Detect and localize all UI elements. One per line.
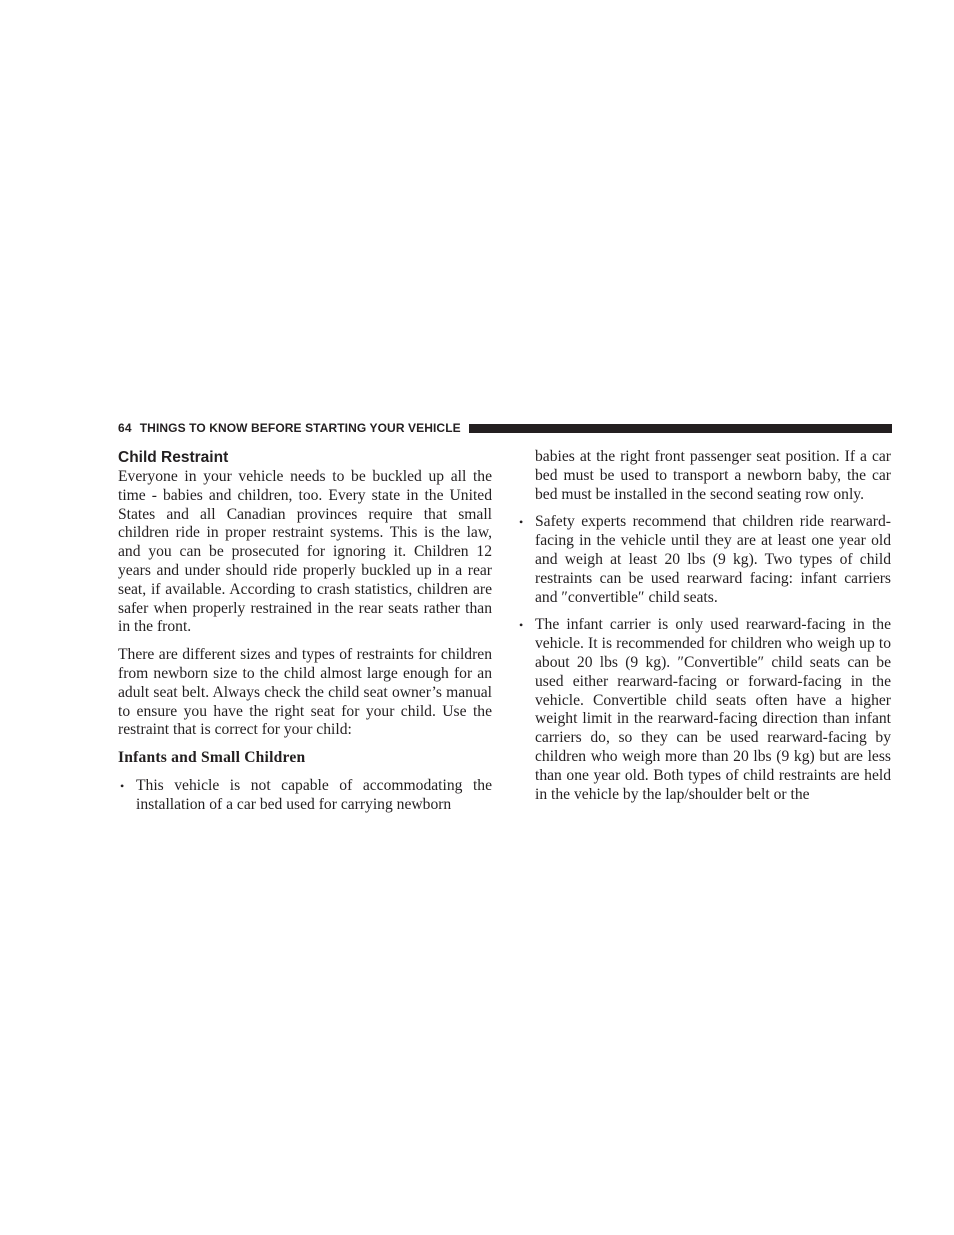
bullet-list: [517, 513, 891, 804]
paragraph: Everyone in your vehicle needs to be buckled up all the time - babies and children, too. Every state in the United States and all Canadian provinces require that small children ride in proper restraint systems. This is the law, and you can be prosecuted for ignoring it. Children 12 years and under should ride properly buckled up in a rear seat, if available. According to crash statistics, children are safer when properly restrained in the rear seats rather than in the front.: [118, 468, 492, 636]
paragraph: There are different sizes and types of restraints for children from newborn size to the child almost large enough for an adult seat belt. Always check the child seat owner’s manual to ensure you have the right seat for your child. Use the restraint that is correct for your child:: [118, 646, 492, 739]
bullet-list: [118, 777, 492, 815]
chapter-title: THINGS TO KNOW BEFORE STARTING YOUR VEHICLE: [139, 421, 461, 435]
continued-text: babies at the right front passenger seat position. If a car bed must be used to transport a newborn baby, the car bed must be installed in the second seating row only.: [535, 448, 891, 503]
page-header: [118, 420, 892, 436]
list-item-text: The infant carrier is only used rearward-facing in the vehicle. It is recommended for children who weigh up to about 20 lbs (9 kg). ″Convertible″ child seats can be used either rearward-facing or forward-facing in the vehicle. Convertible child seats often have a higher weight limit in the rearward-facing direction than infant carriers do, so they can be used rearward-facing by children who weigh more than 20 lbs (9 kg) but are less than one year old. Both types of child restraints are held in the vehicle by the lap/shoulder belt or the: [535, 616, 891, 803]
bullet-icon: •: [519, 618, 524, 633]
bullet-icon: •: [519, 515, 524, 530]
list-item-text: This vehicle is not capable of accommodating the installation of a car bed used for carrying newborn: [136, 776, 492, 813]
header-rule: [469, 424, 892, 433]
left-column: [118, 448, 492, 824]
list-item: [517, 513, 891, 607]
section-title: Child Restraint: [118, 449, 229, 466]
list-item: [118, 777, 492, 815]
list-item: [517, 616, 891, 804]
page-number: 64: [118, 421, 132, 435]
list-item-text: Safety experts recommend that children ride rearward-facing in the vehicle until they are at least one year old and weigh at least 20 lbs (9 kg). Two types of child restraints can be used rearward facing: infant carriers and ″convertible″ child seats.: [535, 513, 891, 606]
bullet-icon: •: [120, 778, 125, 793]
subheading: Infants and Small Children: [118, 749, 306, 767]
right-column: [517, 448, 891, 813]
